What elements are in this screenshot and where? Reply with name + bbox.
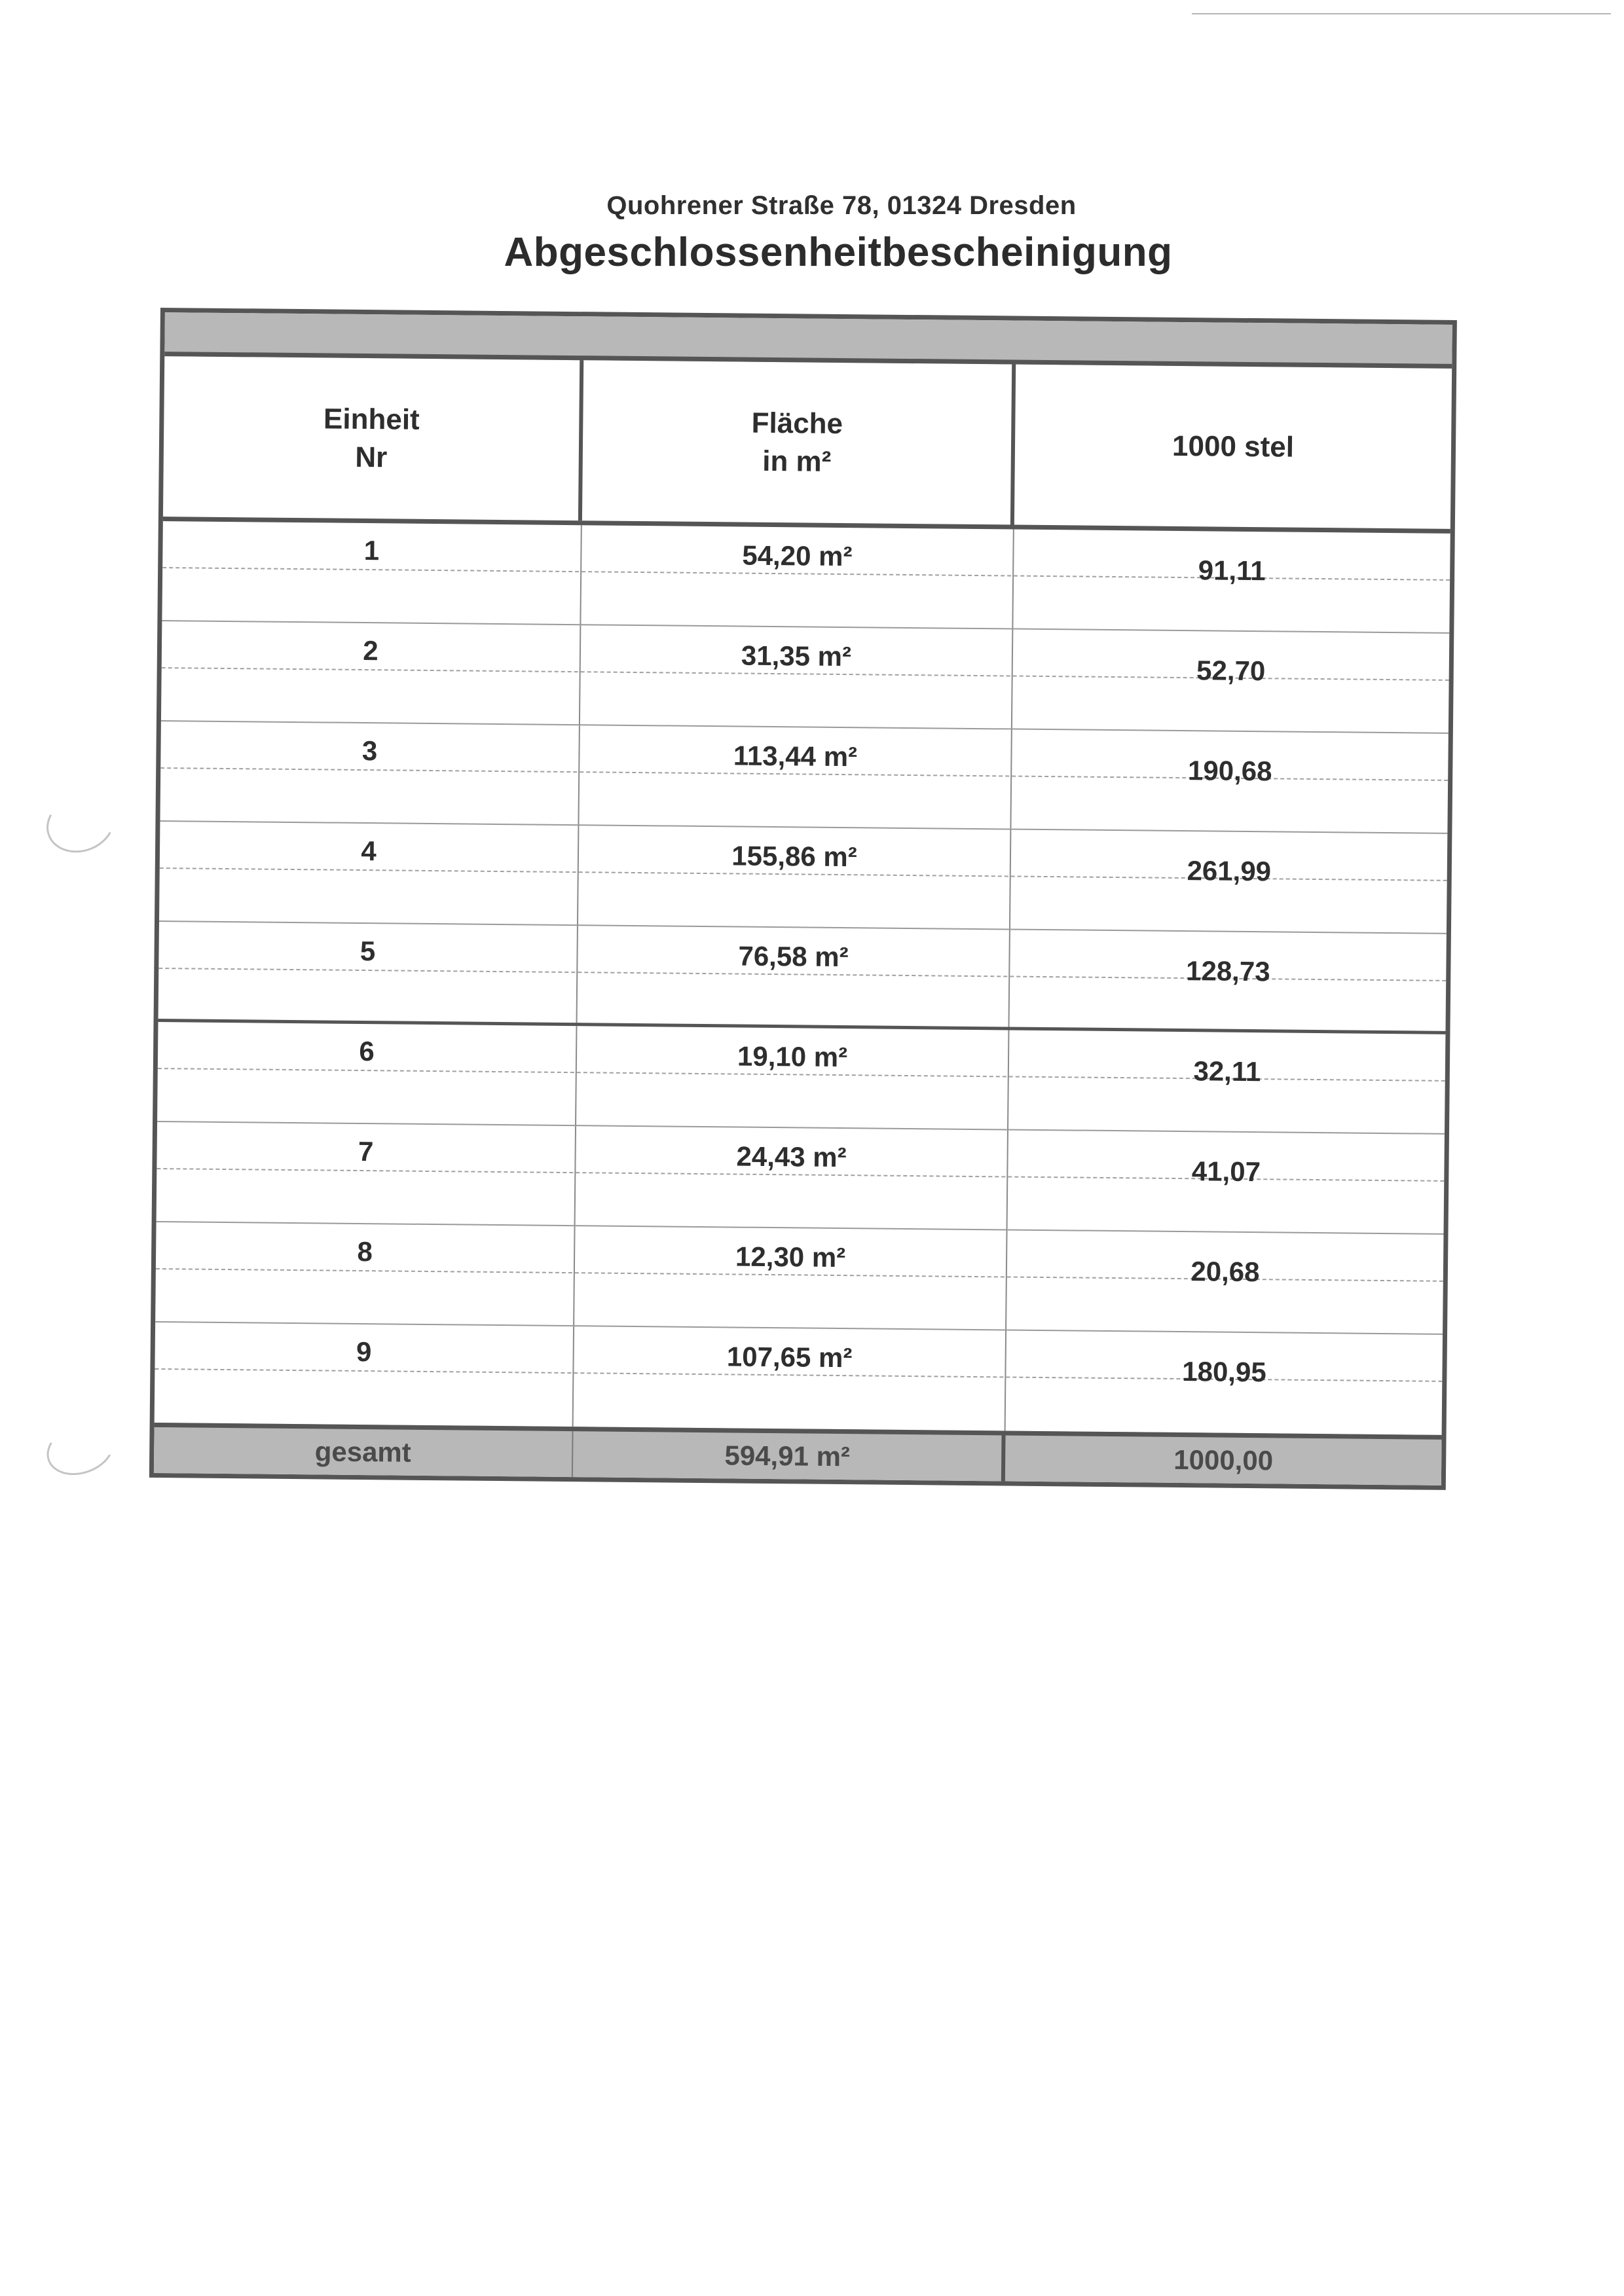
share-value: 261,99 xyxy=(1187,855,1272,887)
share-value: 91,11 xyxy=(1198,555,1266,587)
table-frame xyxy=(149,308,1457,1490)
share-value: 32,11 xyxy=(1193,1055,1261,1087)
unit-nr-cell xyxy=(161,621,581,725)
area-cell xyxy=(579,725,1012,829)
share-value: 20,68 xyxy=(1190,1256,1260,1288)
table-row xyxy=(162,521,1450,634)
table-row xyxy=(155,1322,1443,1435)
share-cell xyxy=(1010,830,1447,934)
unit-nr-cell xyxy=(162,521,581,625)
unit-nr: 2 xyxy=(363,634,378,666)
table-row xyxy=(157,1022,1445,1135)
area-value: 24,43 m² xyxy=(736,1140,847,1173)
area-value: 19,10 m² xyxy=(737,1040,848,1073)
share-cell xyxy=(1012,630,1449,734)
total-area: 594,91 m² xyxy=(573,1431,1006,1481)
unit-nr-cell xyxy=(155,1322,574,1427)
total-share: 1000,00 xyxy=(1173,1444,1274,1476)
unit-nr: 7 xyxy=(358,1135,374,1167)
table-header-row xyxy=(163,356,1452,534)
share-value: 41,07 xyxy=(1191,1156,1261,1188)
unit-share-table xyxy=(149,308,1457,1490)
share-cell xyxy=(1008,1130,1445,1234)
area-cell xyxy=(574,1226,1007,1330)
column-header-area: Fläche in m² xyxy=(582,360,1016,524)
unit-nr: 9 xyxy=(356,1336,372,1368)
address-line: Quohrener Straße 78, 01324 Dresden xyxy=(606,191,1077,220)
unit-nr: 8 xyxy=(357,1235,373,1267)
area-value: 54,20 m² xyxy=(742,539,853,572)
area-value: 12,30 m² xyxy=(735,1241,846,1273)
share-cell xyxy=(1006,1330,1443,1434)
share-cell xyxy=(1009,930,1446,1034)
area-value: 107,65 m² xyxy=(726,1341,853,1374)
area-cell xyxy=(580,625,1013,729)
area-cell xyxy=(574,1326,1006,1430)
unit-nr-cell xyxy=(155,1222,575,1326)
table-row xyxy=(159,822,1447,934)
top-rule xyxy=(1192,13,1611,14)
unit-nr: 4 xyxy=(361,835,377,867)
area-cell xyxy=(576,1126,1008,1230)
unit-nr-cell xyxy=(157,1022,577,1126)
area-value: 76,58 m² xyxy=(738,940,849,973)
total-label: gesamt xyxy=(154,1427,574,1477)
share-value: 128,73 xyxy=(1185,955,1270,987)
share-cell xyxy=(1011,730,1448,834)
table-row xyxy=(161,621,1449,734)
table-row xyxy=(155,1222,1443,1335)
share-cell xyxy=(1008,1030,1445,1134)
unit-nr: 3 xyxy=(361,735,378,767)
punch-hole-mark xyxy=(38,785,122,862)
share-value: 190,68 xyxy=(1187,755,1272,787)
unit-nr-cell xyxy=(160,721,580,826)
share-cell xyxy=(1013,530,1450,634)
area-value: 113,44 m² xyxy=(733,740,858,773)
unit-nr: 6 xyxy=(359,1035,375,1067)
area-value: 155,86 m² xyxy=(731,840,857,873)
area-cell xyxy=(576,1026,1009,1130)
column-header-unit-nr: Einheit Nr xyxy=(163,356,583,520)
share-value: 180,95 xyxy=(1182,1356,1266,1388)
area-cell xyxy=(581,525,1014,629)
area-cell xyxy=(578,826,1011,930)
table-row xyxy=(157,1122,1445,1235)
column-header-share: 1000 stel xyxy=(1172,429,1295,464)
area-value: 31,35 m² xyxy=(741,640,852,672)
document-title: Abgeschlossenheitbescheinigung xyxy=(504,230,1173,275)
unit-nr: 5 xyxy=(360,935,376,967)
share-value: 52,70 xyxy=(1196,655,1266,687)
unit-nr: 1 xyxy=(363,535,380,566)
unit-nr-cell xyxy=(159,822,579,926)
table-row xyxy=(158,922,1447,1034)
share-cell xyxy=(1006,1230,1443,1334)
punch-hole-mark xyxy=(39,1413,122,1484)
area-cell xyxy=(577,926,1010,1030)
table-row xyxy=(160,721,1448,834)
unit-nr-cell xyxy=(157,1122,576,1226)
unit-nr-cell xyxy=(158,922,578,1026)
